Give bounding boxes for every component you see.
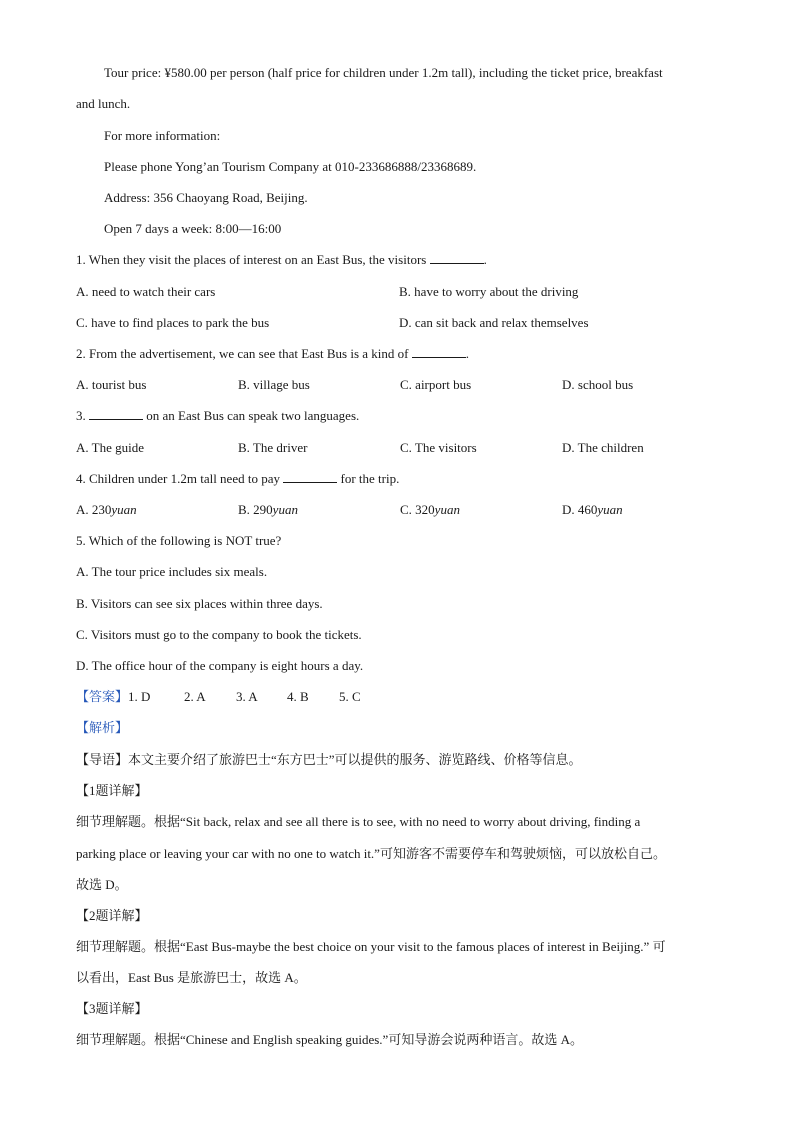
detail-3-line-1: 细节理解题。根据“Chinese and English speaking guides.”可知导游会说两种语言。故选 A。	[76, 1032, 583, 1047]
question-2-stem: 2. From the advertisement, we can see that East Bus is a kind of .	[76, 346, 470, 361]
answer-blank	[283, 471, 337, 483]
detail-1-line-2: parking place or leaving your car with no one to watch it.”可知游客不需要停车和驾驶烦恼，可以放松自己。	[76, 846, 666, 861]
answer-item: 3. A	[236, 689, 258, 704]
answer-label: 【答案】	[76, 689, 129, 704]
answer-item: 4. B	[287, 689, 309, 704]
answer-item: 5. C	[339, 689, 361, 704]
more-info: For more information:	[104, 128, 221, 143]
q3-option-c: C. The visitors	[400, 440, 477, 455]
answer-key	[76, 688, 150, 706]
q1-option-c: C. have to find places to park the bus	[76, 315, 270, 330]
answer-item: 2. A	[184, 689, 206, 704]
detail-3-title: 【3题详解】	[76, 1001, 148, 1016]
q5-option-d: D. The office hour of the company is eight hours a day.	[76, 658, 364, 673]
address-line: Address: 356 Chaoyang Road, Beijing.	[104, 190, 308, 205]
q5-option-b: B. Visitors can see six places within three days.	[76, 596, 323, 611]
q4-option-a: A. 230yuan	[76, 502, 137, 517]
question-4-stem: 4. Children under 1.2m tall need to pay for the trip.	[76, 471, 400, 486]
q1-option-b: B. have to worry about the driving	[399, 284, 579, 299]
q1-option-a: A. need to watch their cars	[76, 284, 216, 299]
q1-option-d: D. can sit back and relax themselves	[399, 315, 589, 330]
q3-option-b: B. The driver	[238, 440, 308, 455]
question-1-stem: 1. When they visit the places of interest on an East Bus, the visitors .	[76, 252, 487, 267]
guide-text: 【导语】本文主要介绍了旅游巴士“东方巴士”可以提供的服务、游览路线、价格等信息。	[76, 752, 582, 767]
detail-1-line-1: 细节理解题。根据“Sit back, relax and see all there is to see, with no need to worry about driving, finding a	[76, 814, 641, 829]
question-3-stem: 3. on an East Bus can speak two languages.	[76, 408, 360, 423]
q2-option-c: C. airport bus	[400, 377, 472, 392]
analysis-label: 【解析】	[76, 720, 129, 735]
detail-2-line-1: 细节理解题。根据“East Bus-maybe the best choice on your visit to the famous places of interest in Beijing.” 可	[76, 939, 666, 954]
q3-option-a: A. The guide	[76, 440, 144, 455]
q4-option-d: D. 460yuan	[562, 502, 623, 517]
q3-option-d: D. The children	[562, 440, 644, 455]
q4-option-c: C. 320yuan	[400, 502, 460, 517]
detail-1-title: 【1题详解】	[76, 783, 148, 798]
q2-option-a: A. tourist bus	[76, 377, 147, 392]
answer-blank	[89, 408, 143, 420]
answer-item: 1. D	[128, 689, 151, 704]
detail-1-line-3: 故选 D。	[76, 877, 128, 892]
price-line-1: Tour price: ¥580.00 per person (half price for children under 1.2m tall), including the ticket price, breakfast	[104, 65, 663, 80]
open-hours-line: Open 7 days a week: 8:00—16:00	[104, 221, 282, 236]
price-line-2: and lunch.	[76, 96, 131, 111]
q5-option-a: A. The tour price includes six meals.	[76, 564, 268, 579]
q2-option-b: B. village bus	[238, 377, 310, 392]
answer-blank	[430, 252, 484, 264]
question-5-stem: 5. Which of the following is NOT true?	[76, 533, 282, 548]
detail-2-title: 【2题详解】	[76, 908, 148, 923]
q2-option-d: D. school bus	[562, 377, 634, 392]
phone-line: Please phone Yong’an Tourism Company at 010-233686888/23368689.	[104, 159, 477, 174]
detail-2-line-2: 以看出，East Bus 是旅游巴士，故选 A。	[76, 970, 307, 985]
answer-blank	[412, 346, 466, 358]
q5-option-c: C. Visitors must go to the company to book the tickets.	[76, 627, 362, 642]
q4-option-b: B. 290yuan	[238, 502, 298, 517]
